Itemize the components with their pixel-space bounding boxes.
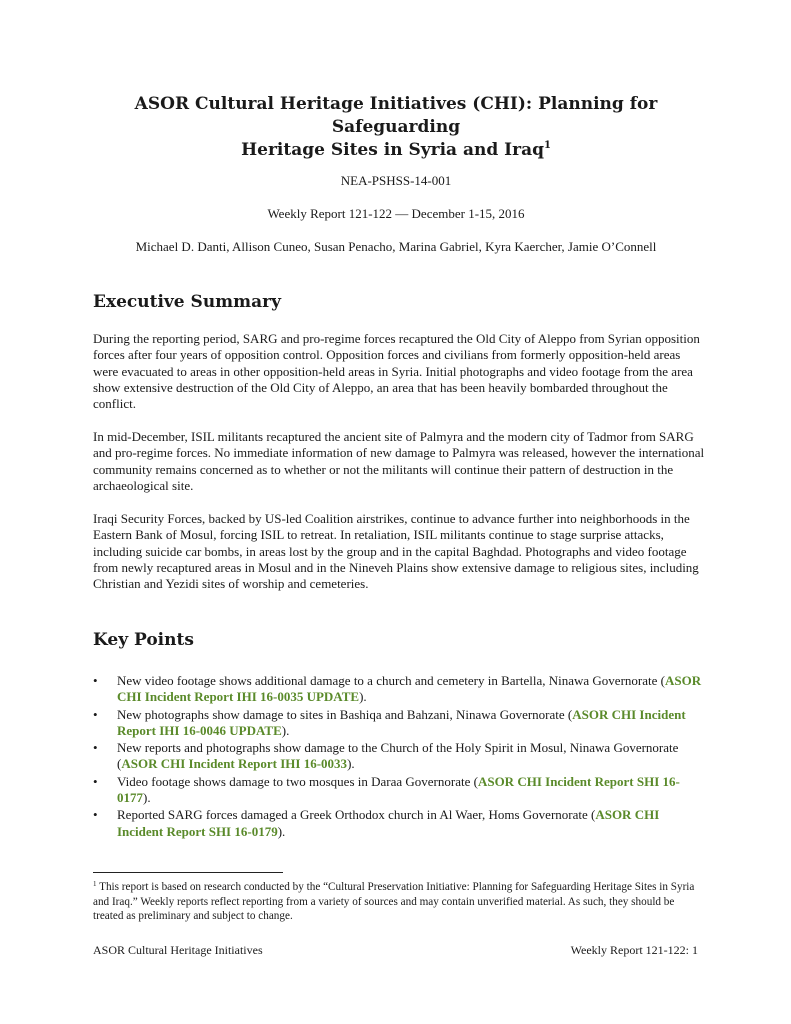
summary-paragraph-mosul: Iraqi Security Forces, backed by US-led Coalition airstrikes, continue to advance further into neighborhoods in the Eastern Bank of Mosul, forcing ISIL to retreat. In retaliation, ISIL militants continue to stage surprise attacks, including suicide car bombs, in areas lost by the group and in the capital Baghdad. Photographs and video footage from newly recaptured areas in Mosul and in the Nineveh Plains show extensive damage to religious sites, including Christian and Yezidi sites of worship and cemeteries. (93, 511, 699, 592)
key-points-list (93, 673, 705, 841)
footnote-divider (93, 872, 283, 873)
key-point-text: Reported SARG forces damaged a Greek Orthodox church in Al Waer, Homs Governorate ( (117, 807, 596, 823)
report-period: Weekly Report 121-122 — December 1-15, 2016 (267, 206, 525, 221)
incident-report-link[interactable]: ASOR CHI Incident Report SHI 16-0177 (117, 773, 680, 806)
key-point-text: New video footage shows additional damage to a church and cemetery in Bartella, Ninawa Governorate ( (117, 673, 665, 688)
summary-paragraph-aleppo: During the reporting period, SARG and pro-regime forces recaptured the Old City of Aleppo from Syrian opposition forces after four years of opposition control. Opposition forces and civilians from formerly opposition-held areas were evacuated to areas in other opposition-held areas in Syria. Initial photographs and video footage from the area show extensive destruction of the Old City of Aleppo, an area that has been heavily bombarded throughout the conflict. (93, 331, 700, 412)
footnote-mark: 1 (93, 880, 97, 888)
title-footnote-mark[interactable]: 1 (543, 140, 551, 151)
grant-number: NEA-PSHSS-14-001 (340, 173, 452, 188)
incident-report-link[interactable]: ASOR CHI Incident Report IHI 16-0046 UPDATE (117, 706, 686, 738)
title-line-2-text: Heritage Sites in Syria and Iraq (241, 140, 544, 160)
executive-summary-heading: Executive Summary (93, 292, 282, 312)
incident-report-link[interactable]: ASOR CHI Incident Report IHI 16-0035 UPDATE (117, 673, 702, 705)
bullet-icon: • (93, 673, 98, 688)
key-point-text-end: ). (347, 756, 355, 772)
bullet-icon: • (93, 740, 98, 756)
key-point-text: New reports and photographs show damage to the Church of the Holy Spirit in Mosul, Ninawa Governorate ( (117, 740, 679, 772)
title-line-1: ASOR Cultural Heritage Initiatives (CHI): Planning for Safeguarding (134, 94, 658, 137)
title-line-2 (90, 139, 702, 162)
key-point-text: New photographs show damage to sites in Bashiqa and Bahzani, Ninawa Governorate ( (117, 706, 573, 722)
key-point-item (93, 740, 705, 773)
incident-report-link[interactable]: ASOR CHI Incident Report SHI 16-0179 (117, 807, 660, 839)
key-points-heading: Key Points (93, 630, 194, 650)
key-point-item (93, 807, 705, 840)
report-title (90, 93, 702, 162)
footer-organization: ASOR Cultural Heritage Initiatives (93, 943, 263, 957)
key-point-item (93, 774, 705, 807)
bullet-icon: • (93, 773, 98, 789)
key-point-text: Video footage shows damage to two mosques in Daraa Governorate ( (117, 773, 478, 789)
footer-page-number: Weekly Report 121-122: 1 (570, 943, 698, 957)
incident-report-link[interactable]: ASOR CHI Incident Report IHI 16-0033 (121, 756, 348, 772)
key-point-text-end: ). (143, 790, 151, 806)
footnote (93, 880, 705, 924)
key-point-item (93, 707, 705, 740)
bullet-icon: • (93, 706, 98, 722)
key-point-text-end: ). (359, 689, 367, 705)
key-point-text-end: ). (277, 823, 286, 839)
summary-paragraph-palmyra: In mid-December, ISIL militants recaptured the ancient site of Palmyra and the modern city of Tadmor from SARG and pro-regime forces. No immediate information of new damage to Palmyra was released, however the international community remains concerned as to whether or not the militants will continue their pattern of destruction in the archaeological site. (93, 429, 705, 493)
author-list: Michael D. Danti, Allison Cuneo, Susan Penacho, Marina Gabriel, Kyra Kaercher, Jamie O’Connell (135, 239, 657, 254)
footnote-text: This report is based on research conducted by the “Cultural Preservation Initiative: Planning for Safeguarding Heritage Sites in Syria and Iraq.” Weekly reports reflect reporting from a variety of sources and may contain unverified material. As such, they should be treated as preliminary and subject to change. (93, 881, 695, 922)
key-point-item (93, 673, 705, 706)
key-point-text-end: ). (281, 722, 290, 738)
bullet-icon: • (93, 807, 98, 823)
